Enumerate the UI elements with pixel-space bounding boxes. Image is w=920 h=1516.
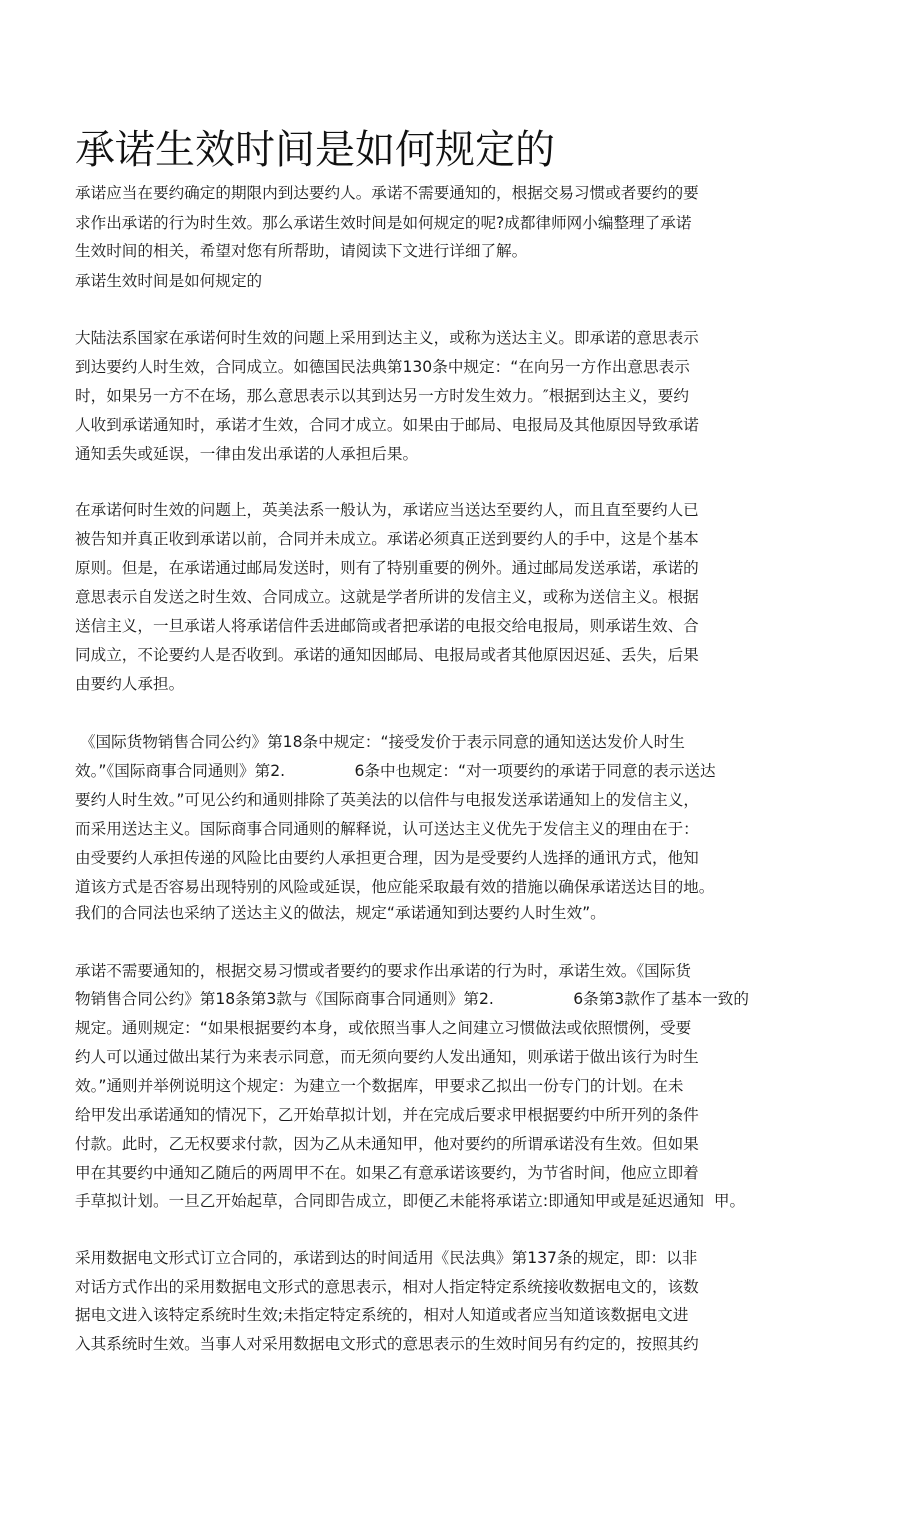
text-line: 原则。但是，在承诺通过邮局发送时，则有了特别重要的例外。通过邮局发送承诺，承诺的 xyxy=(75,559,699,577)
text-line: 同成立，不论要约人是否收到。承诺的通知因邮局、电报局或者其他原因迟延、丢失，后果 xyxy=(75,646,699,664)
text-line: 承诺不需要通知的，根据交易习惯或者要约的要求作出承诺的行为时，承诺生效。《国际货 xyxy=(75,962,691,980)
text-line: 物销售合同公约》第18条第3款与《国际商事合同通则》第2. 6条第3款作了基本一致的 xyxy=(75,990,749,1008)
text-line: 被告知并真正收到承诺以前，合同并未成立。承诺必须真正送到要约人的手中，这是个基本 xyxy=(75,530,699,548)
text-line: 承诺应当在要约确定的期限内到达要约人。承诺不需要通知的，根据交易习惯或者要约的要 xyxy=(75,184,699,202)
text-line: 对话方式作出的采用数据电文形式的意思表示，相对人指定特定系统接收数据电文的，该数 xyxy=(75,1278,699,1296)
text-line: 甲在其要约中通知乙随后的两周甲不在。如果乙有意承诺该要约，为节省时间，他应立即着 xyxy=(75,1164,699,1182)
page-title: 承诺生效时间是如何规定的 xyxy=(75,127,555,173)
text-line: 到达要约人时生效，合同成立。如德国民法典第130条中规定：“在向另一方作出意思表示 xyxy=(75,358,690,376)
text-line: 求作出承诺的行为时生效。那么承诺生效时间是如何规定的呢?成都律师网小编整理了承诺 xyxy=(75,214,692,232)
text-line: 手草拟计划。一旦乙开始起草，合同即告成立，即便乙未能将承诺立:即通知甲或是延迟通知 甲。 xyxy=(75,1192,746,1210)
text-line: 通知丢失或延误，一律由发出承诺的人承担后果。 xyxy=(75,445,419,463)
text-line: 要约人时生效。”可见公约和通则排除了英美法的以信件与电报发送承诺通知上的发信主义， xyxy=(75,791,700,809)
text-line: 规定。通则规定：“如果根据要约本身，或依照当事人之间建立习惯做法或依照惯例，受要 xyxy=(75,1019,692,1037)
text-line: 付款。此时，乙无权要求付款，因为乙从未通知甲，他对要约的所谓承诺没有生效。但如果 xyxy=(75,1135,699,1153)
text-line: 在承诺何时生效的问题上，英美法系一般认为，承诺应当送达至要约人，而且直至要约人已 xyxy=(75,501,699,519)
text-line: 据电文进入该特定系统时生效;未指定特定系统的，相对人知道或者应当知道该数据电文进 xyxy=(75,1306,689,1324)
text-line: 由要约人承担。 xyxy=(75,675,185,693)
text-line: 意思表示自发送之时生效、合同成立。这就是学者所讲的发信主义，或称为送信主义。根据 xyxy=(75,588,699,606)
text-line: 由受要约人承担传递的风险比由要约人承担更合理，因为是受要约人选择的通讯方式，他知 xyxy=(75,849,699,867)
text-line: 约人可以通过做出某行为来表示同意，而无须向要约人发出通知，则承诺于做出该行为时生 xyxy=(75,1048,699,1066)
text-line: 效。”《国际商事合同通则》第2. 6条中也规定：“对一项要约的承诺于同意的表示送达 xyxy=(75,762,716,780)
text-line: 人收到承诺通知时，承诺才生效，合同才成立。如果由于邮局、电报局及其他原因导致承诺 xyxy=(75,416,699,434)
text-line: 《国际货物销售合同公约》第18条中规定：“接受发价于表示同意的通知送达发价人时生 xyxy=(75,733,685,751)
text-line: 时，如果另一方不在场，那么意思表示以其到达另一方时发生效力。″根据到达主义，要约 xyxy=(75,387,689,405)
text-line: 道该方式是否容易出现特别的风险或延误，他应能采取最有效的措施以确保承诺送达目的地。 xyxy=(75,878,715,896)
text-line: 送信主义，一旦承诺人将承诺信件丢进邮筒或者把承诺的电报交给电报局，则承诺生效、合 xyxy=(75,617,699,635)
text-line: 我们的合同法也采纳了送达主义的做法，规定“承诺通知到达要约人时生效”。 xyxy=(75,904,606,922)
text-line: 生效时间的相关，希望对您有所帮助，请阅读下文进行详细了解。 xyxy=(75,242,528,260)
text-line: 采用数据电文形式订立合同的，承诺到达的时间适用《民法典》第137条的规定，即：以非 xyxy=(75,1249,698,1267)
section-heading: 承诺生效时间是如何规定的 xyxy=(75,272,263,290)
text-line: 给甲发出承诺通知的情况下，乙开始草拟计划，并在完成后要求甲根据要约中所开列的条件 xyxy=(75,1106,699,1124)
text-line: 而采用送达主义。国际商事合同通则的解释说，认可送达主义优先于发信主义的理由在于： xyxy=(75,820,699,838)
text-line: 效。”通则并举例说明这个规定：为建立一个数据库，甲要求乙拟出一份专门的计划。在未 xyxy=(75,1077,684,1095)
text-line: 入其系统时生效。当事人对采用数据电文形式的意思表示的生效时间另有约定的，按照其约 xyxy=(75,1335,699,1353)
text-line: 大陆法系国家在承诺何时生效的问题上采用到达主义，或称为送达主义。即承诺的意思表示 xyxy=(75,329,699,347)
